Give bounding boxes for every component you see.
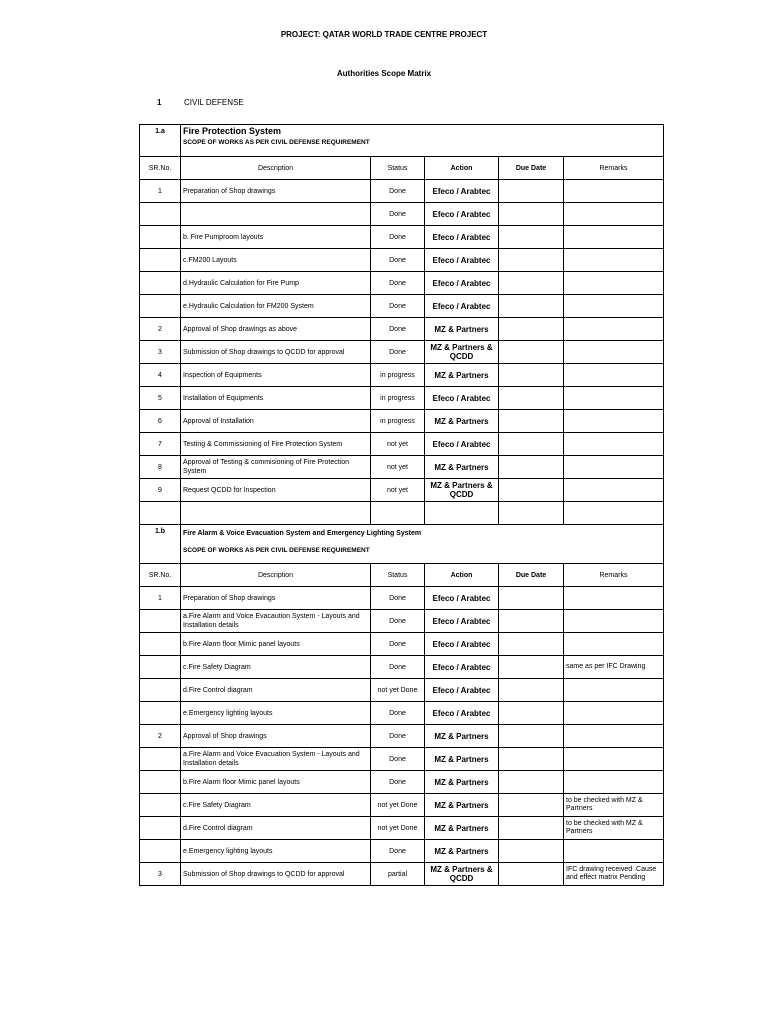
row-status: in progress bbox=[371, 364, 425, 387]
row-remarks bbox=[564, 679, 664, 702]
row-remarks bbox=[564, 341, 664, 364]
table-row bbox=[140, 226, 664, 249]
table-row bbox=[140, 502, 664, 525]
row-description: e.Emergency lighting layouts bbox=[181, 840, 371, 863]
row-due-date bbox=[499, 656, 564, 679]
row-srno bbox=[140, 771, 181, 794]
row-srno: 1 bbox=[140, 180, 181, 203]
row-status: in progress bbox=[371, 410, 425, 433]
row-due-date bbox=[499, 456, 564, 479]
row-description: a.Fire Alarm and Voice Evacuation System - Layouts and Installation details bbox=[181, 748, 371, 771]
row-status: in progress bbox=[371, 387, 425, 410]
row-status: not yet Done bbox=[371, 679, 425, 702]
col-header-remarks: Remarks bbox=[564, 564, 664, 587]
row-action: MZ & Partners bbox=[425, 318, 499, 341]
row-srno: 7 bbox=[140, 433, 181, 456]
col-header-due-date: Due Date bbox=[499, 157, 564, 180]
row-status: Done bbox=[371, 226, 425, 249]
section-a-title: Fire Protection System bbox=[183, 126, 282, 136]
row-remarks bbox=[564, 633, 664, 656]
row-description bbox=[181, 203, 371, 226]
col-header-action: Action bbox=[425, 157, 499, 180]
table-row bbox=[140, 840, 664, 863]
row-action: MZ & Partners & QCDD bbox=[425, 479, 499, 502]
row-status: Done bbox=[371, 840, 425, 863]
section-b-title-cell bbox=[181, 525, 664, 564]
row-description: Approval of Shop drawings bbox=[181, 725, 371, 748]
row-description: d.Fire Control diagram bbox=[181, 679, 371, 702]
section-b-number: 1.b bbox=[140, 525, 181, 564]
row-due-date bbox=[499, 410, 564, 433]
section-b-scope: SCOPE OF WORKS AS PER CIVIL DEFENSE REQUIREMENT bbox=[183, 547, 370, 554]
row-status bbox=[371, 502, 425, 525]
table-row bbox=[140, 295, 664, 318]
scope-matrix-table bbox=[139, 124, 664, 886]
row-srno: 9 bbox=[140, 479, 181, 502]
row-srno bbox=[140, 817, 181, 840]
row-description: Approval of Shop drawings as above bbox=[181, 318, 371, 341]
row-status: Done bbox=[371, 610, 425, 633]
row-due-date bbox=[499, 387, 564, 410]
row-status: Done bbox=[371, 203, 425, 226]
row-srno bbox=[140, 748, 181, 771]
row-srno bbox=[140, 226, 181, 249]
section-a-scope: SCOPE OF WORKS AS PER CIVIL DEFENSE REQUIREMENT bbox=[183, 139, 370, 146]
table-row bbox=[140, 203, 664, 226]
row-description bbox=[181, 502, 371, 525]
row-description: Request QCDD for Inspection bbox=[181, 479, 371, 502]
row-status: Done bbox=[371, 318, 425, 341]
row-remarks bbox=[564, 226, 664, 249]
row-description: e.Hydraulic Calculation for FM200 System bbox=[181, 295, 371, 318]
row-action: MZ & Partners bbox=[425, 840, 499, 863]
row-due-date bbox=[499, 479, 564, 502]
table-row bbox=[140, 387, 664, 410]
row-remarks bbox=[564, 387, 664, 410]
row-description: c.Fire Safety Diagram bbox=[181, 794, 371, 817]
row-status: Done bbox=[371, 180, 425, 203]
row-status: Done bbox=[371, 295, 425, 318]
row-remarks bbox=[564, 433, 664, 456]
row-action: MZ & Partners bbox=[425, 410, 499, 433]
row-due-date bbox=[499, 863, 564, 886]
row-srno: 2 bbox=[140, 318, 181, 341]
row-srno: 3 bbox=[140, 341, 181, 364]
row-remarks bbox=[564, 272, 664, 295]
row-description: d.Hydraulic Calculation for Fire Pump bbox=[181, 272, 371, 295]
row-status: Done bbox=[371, 587, 425, 610]
table-row bbox=[140, 817, 664, 840]
row-due-date bbox=[499, 341, 564, 364]
row-srno bbox=[140, 272, 181, 295]
row-srno bbox=[140, 633, 181, 656]
row-action: Efeco / Arabtec bbox=[425, 610, 499, 633]
table-row bbox=[140, 364, 664, 387]
row-status: Done bbox=[371, 633, 425, 656]
table-row bbox=[140, 633, 664, 656]
table-row bbox=[140, 272, 664, 295]
row-remarks bbox=[564, 203, 664, 226]
table-row bbox=[140, 341, 664, 364]
row-remarks bbox=[564, 180, 664, 203]
col-header-action: Action bbox=[425, 564, 499, 587]
row-description: d.Fire Control diagram bbox=[181, 817, 371, 840]
row-srno bbox=[140, 203, 181, 226]
table-row bbox=[140, 587, 664, 610]
row-srno bbox=[140, 295, 181, 318]
row-description: Approval of Installation bbox=[181, 410, 371, 433]
row-description: Approval of Testing & commisioning of Fire Protection System bbox=[181, 456, 371, 479]
row-remarks: same as per IFC Drawing bbox=[564, 656, 664, 679]
matrix-title: Authorities Scope Matrix bbox=[336, 69, 432, 78]
row-action: Efeco / Arabtec bbox=[425, 387, 499, 410]
row-due-date bbox=[499, 817, 564, 840]
col-header-due-date: Due Date bbox=[499, 564, 564, 587]
row-description: a.Fire Alarm and Voice Evacaution System - Layouts and Installation details bbox=[181, 610, 371, 633]
row-remarks bbox=[564, 364, 664, 387]
row-description: c.FM200 Layouts bbox=[181, 249, 371, 272]
row-remarks bbox=[564, 479, 664, 502]
row-srno: 1 bbox=[140, 587, 181, 610]
row-description: Inspection of Equipments bbox=[181, 364, 371, 387]
section-b-column-headers bbox=[140, 564, 664, 587]
row-description: b. Fire Pumproom layouts bbox=[181, 226, 371, 249]
row-due-date bbox=[499, 318, 564, 341]
row-due-date bbox=[499, 433, 564, 456]
row-action: MZ & Partners bbox=[425, 748, 499, 771]
row-srno bbox=[140, 794, 181, 817]
row-due-date bbox=[499, 295, 564, 318]
col-header-status: Status bbox=[371, 564, 425, 587]
row-due-date bbox=[499, 249, 564, 272]
row-due-date bbox=[499, 203, 564, 226]
row-action: MZ & Partners bbox=[425, 771, 499, 794]
row-action: Efeco / Arabtec bbox=[425, 633, 499, 656]
row-remarks: IFC drawing received .Cause and effect matrix Pending bbox=[564, 863, 664, 886]
row-srno: 2 bbox=[140, 725, 181, 748]
row-srno bbox=[140, 502, 181, 525]
row-action: Efeco / Arabtec bbox=[425, 587, 499, 610]
row-action: MZ & Partners & QCDD bbox=[425, 341, 499, 364]
row-due-date bbox=[499, 610, 564, 633]
row-remarks bbox=[564, 410, 664, 433]
table-row bbox=[140, 863, 664, 886]
col-header-srno: SR.No. bbox=[140, 564, 181, 587]
row-action: Efeco / Arabtec bbox=[425, 702, 499, 725]
table-row bbox=[140, 748, 664, 771]
row-action: Efeco / Arabtec bbox=[425, 249, 499, 272]
row-description: b.Fire Alarm floor Mimic panel layouts bbox=[181, 771, 371, 794]
row-remarks bbox=[564, 748, 664, 771]
section-a-number: 1.a bbox=[140, 125, 181, 157]
row-due-date bbox=[499, 679, 564, 702]
table-row bbox=[140, 610, 664, 633]
col-header-status: Status bbox=[371, 157, 425, 180]
table-row bbox=[140, 410, 664, 433]
row-status: Done bbox=[371, 272, 425, 295]
col-header-description: Description bbox=[181, 564, 371, 587]
row-remarks bbox=[564, 587, 664, 610]
table-row bbox=[140, 656, 664, 679]
row-due-date bbox=[499, 725, 564, 748]
row-action: MZ & Partners bbox=[425, 794, 499, 817]
row-status: Done bbox=[371, 249, 425, 272]
row-action bbox=[425, 502, 499, 525]
row-status: not yet bbox=[371, 456, 425, 479]
row-srno bbox=[140, 656, 181, 679]
row-srno bbox=[140, 679, 181, 702]
row-description: Preparation of Shop drawings bbox=[181, 587, 371, 610]
row-action: Efeco / Arabtec bbox=[425, 180, 499, 203]
row-remarks bbox=[564, 771, 664, 794]
row-due-date bbox=[499, 748, 564, 771]
row-due-date bbox=[499, 226, 564, 249]
row-remarks: to be checked with MZ & Partners bbox=[564, 794, 664, 817]
row-status: Done bbox=[371, 702, 425, 725]
row-action: Efeco / Arabtec bbox=[425, 679, 499, 702]
row-action: Efeco / Arabtec bbox=[425, 226, 499, 249]
project-title: PROJECT: QATAR WORLD TRADE CENTRE PROJECT bbox=[280, 30, 488, 39]
row-remarks bbox=[564, 456, 664, 479]
table-row bbox=[140, 794, 664, 817]
row-remarks: to be checked with MZ & Partners bbox=[564, 817, 664, 840]
row-action: MZ & Partners bbox=[425, 817, 499, 840]
row-remarks bbox=[564, 702, 664, 725]
row-remarks bbox=[564, 295, 664, 318]
table-row bbox=[140, 679, 664, 702]
row-status: Done bbox=[371, 771, 425, 794]
table-row bbox=[140, 249, 664, 272]
col-header-srno: SR.No. bbox=[140, 157, 181, 180]
row-status: Done bbox=[371, 748, 425, 771]
row-description: Installation of Equipments bbox=[181, 387, 371, 410]
table-row bbox=[140, 433, 664, 456]
section-b-header-row bbox=[140, 525, 664, 564]
row-remarks bbox=[564, 318, 664, 341]
table-row bbox=[140, 318, 664, 341]
row-status: not yet Done bbox=[371, 817, 425, 840]
row-status: Done bbox=[371, 341, 425, 364]
row-remarks bbox=[564, 840, 664, 863]
table-row bbox=[140, 725, 664, 748]
row-due-date bbox=[499, 794, 564, 817]
table-row bbox=[140, 771, 664, 794]
row-due-date bbox=[499, 180, 564, 203]
row-description: c.Fire Safety Diagram bbox=[181, 656, 371, 679]
table-row bbox=[140, 180, 664, 203]
row-due-date bbox=[499, 702, 564, 725]
row-action: MZ & Partners bbox=[425, 456, 499, 479]
row-srno: 4 bbox=[140, 364, 181, 387]
row-srno bbox=[140, 249, 181, 272]
row-due-date bbox=[499, 633, 564, 656]
row-action: Efeco / Arabtec bbox=[425, 272, 499, 295]
row-status: not yet bbox=[371, 479, 425, 502]
row-status: Done bbox=[371, 656, 425, 679]
row-remarks bbox=[564, 725, 664, 748]
row-srno: 6 bbox=[140, 410, 181, 433]
row-remarks bbox=[564, 610, 664, 633]
row-description: Preparation of Shop drawings bbox=[181, 180, 371, 203]
row-status: not yet bbox=[371, 433, 425, 456]
row-description: e.Emergency lighting layouts bbox=[181, 702, 371, 725]
row-srno bbox=[140, 610, 181, 633]
row-status: Done bbox=[371, 725, 425, 748]
row-remarks bbox=[564, 249, 664, 272]
section-a-column-headers bbox=[140, 157, 664, 180]
row-srno bbox=[140, 702, 181, 725]
row-action: MZ & Partners bbox=[425, 364, 499, 387]
table-row bbox=[140, 702, 664, 725]
row-due-date bbox=[499, 840, 564, 863]
row-description: Submission of Shop drawings to QCDD for approval bbox=[181, 863, 371, 886]
row-description: Submission of Shop drawings to QCDD for approval bbox=[181, 341, 371, 364]
row-due-date bbox=[499, 587, 564, 610]
row-status: partial bbox=[371, 863, 425, 886]
row-action: MZ & Partners & QCDD bbox=[425, 863, 499, 886]
row-action: Efeco / Arabtec bbox=[425, 203, 499, 226]
row-srno bbox=[140, 840, 181, 863]
row-action: Efeco / Arabtec bbox=[425, 433, 499, 456]
row-description: b.Fire Alarm floor Mimic panel layouts bbox=[181, 633, 371, 656]
row-due-date bbox=[499, 771, 564, 794]
row-srno: 5 bbox=[140, 387, 181, 410]
section-number: 1 bbox=[157, 98, 162, 107]
row-srno: 8 bbox=[140, 456, 181, 479]
row-due-date bbox=[499, 502, 564, 525]
row-action: MZ & Partners bbox=[425, 725, 499, 748]
col-header-remarks: Remarks bbox=[564, 157, 664, 180]
table-row bbox=[140, 479, 664, 502]
row-status: not yet Done bbox=[371, 794, 425, 817]
row-due-date bbox=[499, 364, 564, 387]
section-name: CIVIL DEFENSE bbox=[184, 98, 244, 107]
section-b-title: Fire Alarm & Voice Evacuation System and Emergency Lighting System bbox=[183, 530, 422, 537]
section-a-title-cell bbox=[181, 125, 664, 157]
row-srno: 3 bbox=[140, 863, 181, 886]
row-action: Efeco / Arabtec bbox=[425, 656, 499, 679]
section-a-header-row bbox=[140, 125, 664, 157]
row-remarks bbox=[564, 502, 664, 525]
row-due-date bbox=[499, 272, 564, 295]
row-description: Testing & Commissioning of Fire Protection System bbox=[181, 433, 371, 456]
col-header-description: Description bbox=[181, 157, 371, 180]
table-row bbox=[140, 456, 664, 479]
row-action: Efeco / Arabtec bbox=[425, 295, 499, 318]
